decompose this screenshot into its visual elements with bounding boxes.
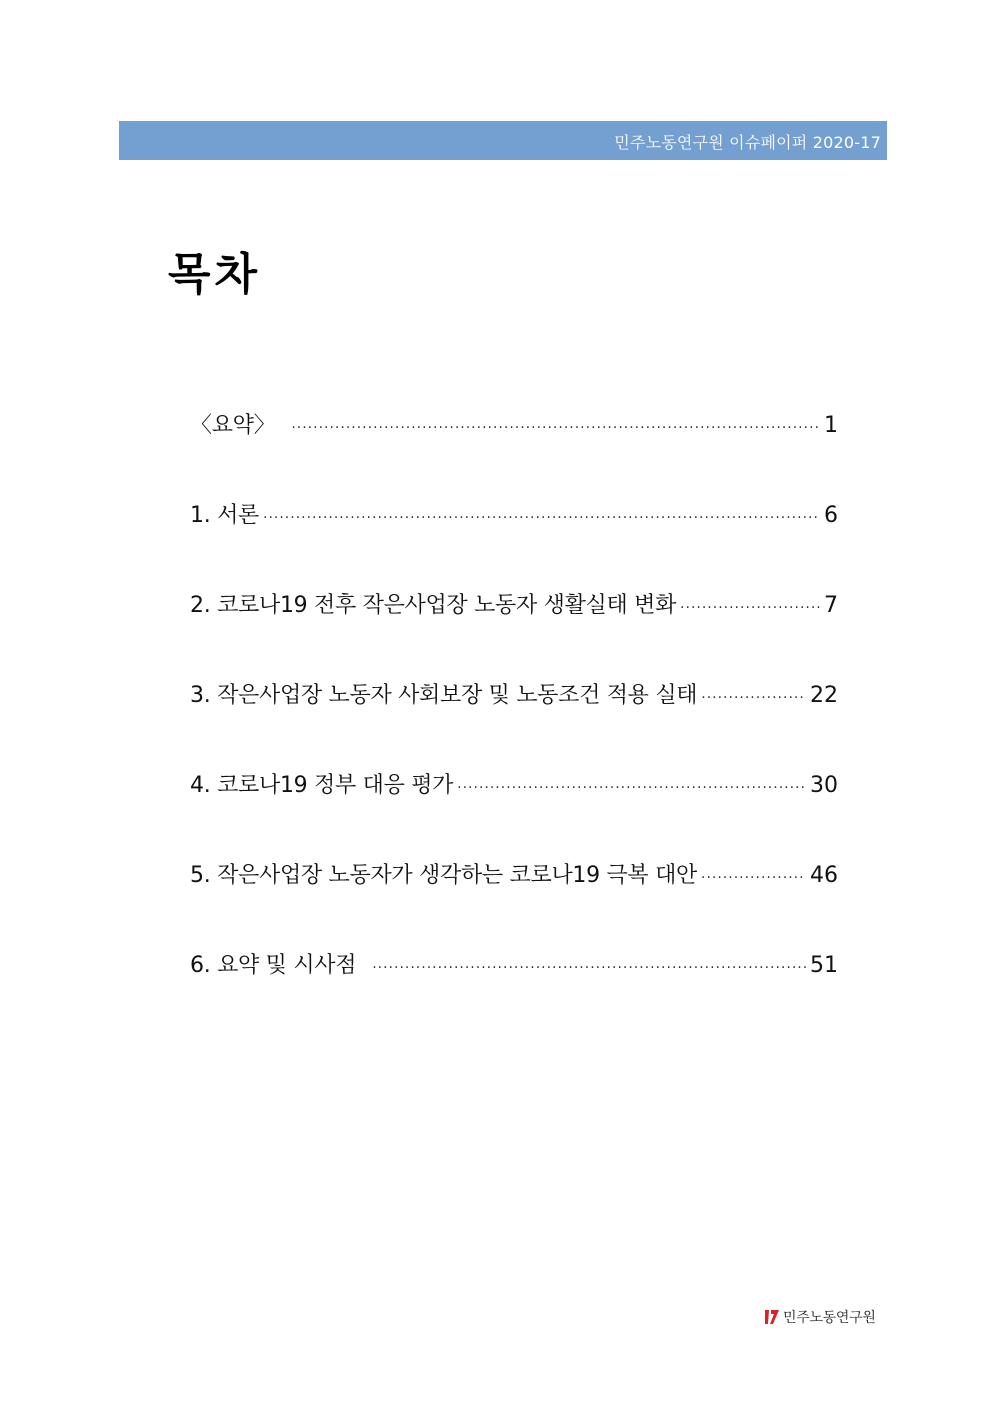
toc-leader-dots [701, 690, 806, 706]
toc-leader-dots [680, 600, 820, 616]
toc-page-number: 51 [810, 953, 838, 978]
toc-entry-6[interactable] [190, 948, 838, 984]
toc-page-number: 46 [810, 863, 838, 888]
header-text: 민주노동연구원 이슈페이퍼 2020-17 [614, 133, 881, 152]
toc-entry-3[interactable] [190, 678, 838, 714]
toc-entry-4[interactable] [190, 768, 838, 804]
toc-leader-dots [291, 420, 820, 436]
toc-page-number: 30 [810, 773, 838, 798]
toc-entry-1[interactable] [190, 498, 838, 534]
institute-logo-icon [764, 1308, 780, 1326]
toc-label: 2. 코로나19 전후 작은사업장 노동자 생활실태 변화 [190, 593, 677, 618]
header-bar [119, 121, 887, 160]
toc-leader-dots [701, 870, 806, 886]
toc-label: 6. 요약 및 시사점 [190, 953, 357, 978]
toc-page-number: 6 [824, 503, 838, 528]
toc-entry-5[interactable] [190, 858, 838, 894]
toc-entry-summary[interactable] [190, 408, 838, 444]
toc-leader-dots [372, 960, 806, 976]
toc-leader-dots [457, 780, 806, 796]
footer-logo [764, 1307, 876, 1327]
toc-page-number: 22 [810, 683, 838, 708]
footer-logo-text: 민주노동연구원 [783, 1310, 876, 1326]
toc-label: 3. 작은사업장 노동자 사회보장 및 노동조건 적용 실태 [190, 683, 698, 708]
toc-label: 〈요약〉 [190, 413, 276, 438]
toc-page-number: 7 [824, 593, 838, 618]
toc-page-number: 1 [824, 413, 838, 438]
toc-entry-2[interactable] [190, 588, 838, 624]
table-of-contents [190, 408, 838, 1038]
toc-label: 1. 서론 [190, 503, 259, 528]
toc-label: 4. 코로나19 정부 대응 평가 [190, 773, 454, 798]
toc-leader-dots [263, 510, 820, 526]
toc-label: 5. 작은사업장 노동자가 생각하는 코로나19 극복 대안 [190, 863, 697, 888]
page-title: 목차 [168, 249, 262, 300]
